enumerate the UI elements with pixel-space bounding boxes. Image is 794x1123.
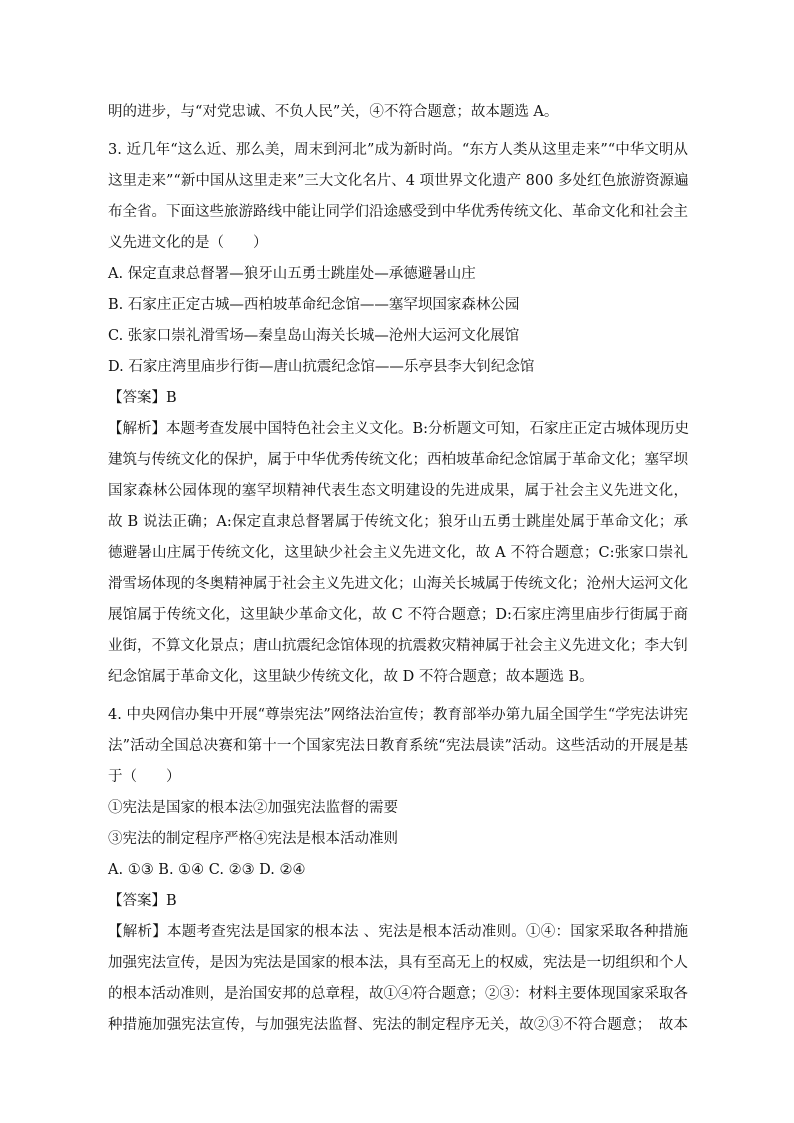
- text-line: 这里走来”“新中国从这里走来”三大文化名片、4 项世界文化遗产 800 多处红色旅游资源遍: [108, 173, 689, 189]
- text-line: 德避暑山庄属于传统文化，这里缺少社会主义先进文化，故 A 不符合题意；C:张家口崇礼: [108, 545, 688, 561]
- text-line: 滑雪场体现的冬奥精神属于社会主义先进文化；山海关长城属于传统文化；沧州大运河文化: [108, 576, 688, 592]
- text-line: 建筑与传统文化的保护，属于中华优秀传统文化；西柏坡革命纪念馆属于革命文化；塞罕坝: [108, 452, 688, 468]
- text-line: 义先进文化的是（ ）: [108, 235, 268, 251]
- text-line: 的根本活动准则，是治国安邦的总章程，故①④符合题意；②③：材料主要体现国家采取各: [108, 986, 688, 1002]
- answer-label: 【答案】B: [108, 893, 177, 909]
- text-line: 故 B 说法正确；A:保定直隶总督署属于传统文化；狼牙山五勇士跳崖处属于革命文化；承: [108, 514, 688, 530]
- text-line: 国家森林公园体现的塞罕坝精神代表生态文明建设的先进成果，属于社会主义先进文化，: [108, 483, 688, 499]
- statement-line: ③宪法的制定程序严格④宪法是根本活动准则: [108, 831, 398, 847]
- option-d: D. 石家庄湾里庙步行街—唐山抗震纪念馆——乐亭县李大钊纪念馆: [108, 359, 535, 375]
- question-4-stem: 4. 中央网信办集中开展“尊崇宪法”网络法治宣传；教育部举办第九届全国学生“学宪法讲宪: [108, 707, 688, 723]
- text-line: 加强宪法宣传，是因为宪法是国家的根本法，具有至高无上的权威，宪法是一切组织和个人: [108, 955, 688, 971]
- text-line: 业街，不算文化景点；唐山抗震纪念馆体现的抗震救灾精神属于社会主义先进文化；李大钊: [108, 638, 688, 654]
- analysis-paragraph: 【解析】本题考查发展中国特色社会主义文化。B:分析题文可知，石家庄正定古城体现历史: [108, 421, 690, 437]
- text-line: 明的进步，与“对党忠诚、不负人民”关，④不符合题意；故本题选 A。: [108, 104, 559, 120]
- text-line: 纪念馆属于革命文化，这里缺少传统文化，故 D 不符合题意；故本题选 B。: [108, 669, 594, 685]
- text-line: 法”活动全国总决赛和第十一个国家宪法日教育系统“宪法晨读”活动。这些活动的开展是基: [108, 738, 688, 754]
- text-line: 布全省。下面这些旅游路线中能让同学们沿途感受到中华优秀传统文化、革命文化和社会主: [108, 204, 688, 220]
- options-line: A. ①③ B. ①④ C. ②③ D. ②④: [108, 862, 306, 878]
- text-line: 展馆属于传统文化，这里缺少革命文化，故 C 不符合题意；D:石家庄湾里庙步行街属于商: [108, 607, 688, 623]
- text-line: 于（ ）: [108, 769, 181, 785]
- question-3-stem: 3. 近几年“这么近、那么美，周末到河北”成为新时尚。“东方人类从这里走来”“中华文明从: [108, 142, 688, 158]
- statement-line: ①宪法是国家的根本法②加强宪法监督的需要: [108, 800, 398, 816]
- option-b: B. 石家庄正定古城—西柏坡革命纪念馆——塞罕坝国家森林公园: [108, 297, 520, 313]
- answer-label: 【答案】B: [108, 390, 177, 406]
- option-c: C. 张家口崇礼滑雪场—秦皇岛山海关长城—沧州大运河文化展馆: [108, 328, 520, 344]
- option-a: A. 保定直隶总督署—狼牙山五勇士跳崖处—承德避暑山庄: [108, 266, 476, 282]
- analysis-paragraph: 【解析】本题考查宪法是国家的根本法 、宪法是根本活动准则。①④：国家采取各种措施: [108, 924, 688, 940]
- text-line: 种措施加强宪法宣传，与加强宪法监督、宪法的制定程序无关，故②③不符合题意； 故本: [108, 1017, 688, 1033]
